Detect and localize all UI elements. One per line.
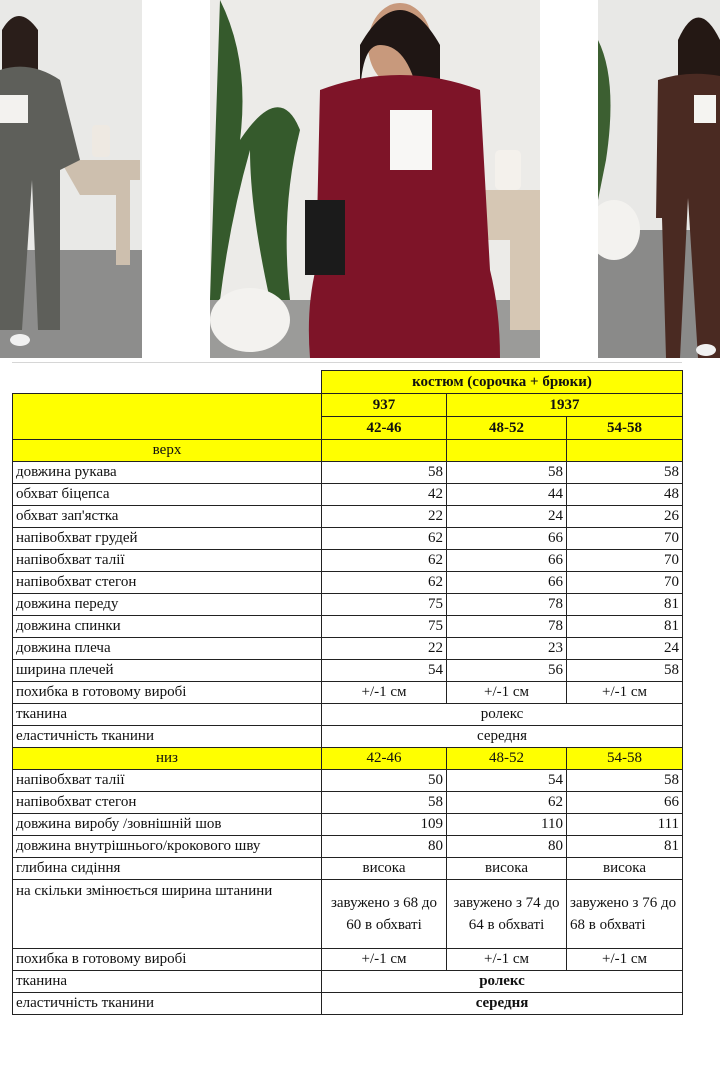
cell-value: 44 <box>447 484 567 506</box>
table-row <box>13 814 683 836</box>
row-label: довжина переду <box>13 594 322 616</box>
table-row <box>13 770 683 792</box>
section-top: верх <box>13 440 322 462</box>
cell-value: +/-1 см <box>322 682 447 704</box>
row-label: обхват біцепса <box>13 484 322 506</box>
row-label: тканина <box>13 704 322 726</box>
cell-value: 24 <box>567 638 683 660</box>
cell-value: 66 <box>567 792 683 814</box>
cell-value: завужено з 74 до 64 в обхваті <box>447 880 567 949</box>
size-table <box>12 370 683 1015</box>
table-row <box>13 506 683 528</box>
header-blank <box>13 394 322 440</box>
cell-value: 58 <box>322 792 447 814</box>
cell-value: 54 <box>322 660 447 682</box>
top-section-row <box>13 440 683 462</box>
row-label: глибина сидіння <box>13 858 322 880</box>
cell-value: 58 <box>567 462 683 484</box>
cell-value: 22 <box>322 506 447 528</box>
bottom-fabric-row <box>13 971 683 993</box>
row-label: довжина рукава <box>13 462 322 484</box>
row-label: напівобхват талії <box>13 770 322 792</box>
cell-value: 42 <box>322 484 447 506</box>
table-row <box>13 594 683 616</box>
cell-value: 75 <box>322 616 447 638</box>
leg-width-row <box>13 880 683 949</box>
size-col-3: 54-58 <box>567 748 683 770</box>
cell-value: 66 <box>447 528 567 550</box>
cell-value: 58 <box>322 462 447 484</box>
model-b: 1937 <box>447 394 683 417</box>
size-col-2: 48-52 <box>447 748 567 770</box>
top-elasticity-row <box>13 726 683 748</box>
bottom-section-row <box>13 748 683 770</box>
row-label: обхват зап'ястка <box>13 506 322 528</box>
cell-value: 58 <box>567 770 683 792</box>
row-label: ширина плечей <box>13 660 322 682</box>
row-label: напівобхват талії <box>13 550 322 572</box>
cell-value: 26 <box>567 506 683 528</box>
table-row <box>13 616 683 638</box>
cell-value: 70 <box>567 572 683 594</box>
table-row <box>13 638 683 660</box>
cell-value: завужено з 76 до 68 в обхваті <box>567 880 683 949</box>
cell-value: 81 <box>567 836 683 858</box>
table-row <box>13 484 683 506</box>
cell-value: 109 <box>322 814 447 836</box>
cell-value: 62 <box>322 572 447 594</box>
elasticity-value: середня <box>322 993 683 1015</box>
model-row <box>13 394 683 417</box>
table-title: костюм (сорочка + брюки) <box>322 371 683 394</box>
cell-value: 111 <box>567 814 683 836</box>
row-label: довжина виробу /зовнішній шов <box>13 814 322 836</box>
elasticity-value: середня <box>322 726 683 748</box>
cell-value: 58 <box>567 660 683 682</box>
cell-value: 23 <box>447 638 567 660</box>
photo-brown-suit <box>598 0 720 358</box>
cell-value: 62 <box>322 528 447 550</box>
cell-value: висока <box>322 858 447 880</box>
size-col-1: 42-46 <box>322 417 447 440</box>
row-label: еластичність тканини <box>13 726 322 748</box>
cell-value: 80 <box>447 836 567 858</box>
row-label: напівобхват стегон <box>13 572 322 594</box>
cell-value: висока <box>567 858 683 880</box>
top-tolerance-row <box>13 682 683 704</box>
cell-value: завужено з 68 до 60 в обхваті <box>322 880 447 949</box>
table-row <box>13 462 683 484</box>
table-row <box>13 836 683 858</box>
cell-value: 66 <box>447 572 567 594</box>
row-label: довжина внутрішнього/крокового шву <box>13 836 322 858</box>
photo-grey-suit <box>0 0 142 358</box>
fabric-value: ролекс <box>322 704 683 726</box>
row-label: довжина плеча <box>13 638 322 660</box>
cell-value: 66 <box>447 550 567 572</box>
cell-value: 58 <box>447 462 567 484</box>
cell-value: +/-1 см <box>447 949 567 971</box>
table-row <box>13 550 683 572</box>
cell-value: 62 <box>447 792 567 814</box>
section-bottom: низ <box>13 748 322 770</box>
row-label: напівобхват стегон <box>13 792 322 814</box>
table-row <box>13 792 683 814</box>
photo-burgundy-suit <box>210 0 540 358</box>
row-label: тканина <box>13 971 322 993</box>
cell-value: 50 <box>322 770 447 792</box>
cell-value: 62 <box>322 550 447 572</box>
title-row <box>13 371 683 394</box>
cell-value: 75 <box>322 594 447 616</box>
row-label: на скільки змінюється ширина штанини <box>13 880 322 949</box>
bottom-elasticity-row <box>13 993 683 1015</box>
row-label: еластичність тканини <box>13 993 322 1015</box>
size-chart <box>12 370 682 1015</box>
cell-value: 70 <box>567 550 683 572</box>
top-fabric-row <box>13 704 683 726</box>
size-col-1: 42-46 <box>322 748 447 770</box>
cell-value: +/-1 см <box>322 949 447 971</box>
seat-depth-row <box>13 858 683 880</box>
model-a: 937 <box>322 394 447 417</box>
table-row <box>13 660 683 682</box>
fabric-value: ролекс <box>322 971 683 993</box>
cell-value: 70 <box>567 528 683 550</box>
cell-value: 22 <box>322 638 447 660</box>
table-row <box>13 528 683 550</box>
row-label: похибка в готовому виробі <box>13 949 322 971</box>
cell-value: 78 <box>447 616 567 638</box>
cell-value: 81 <box>567 616 683 638</box>
row-label: похибка в готовому виробі <box>13 682 322 704</box>
cell-value: +/-1 см <box>567 682 683 704</box>
row-label: довжина спинки <box>13 616 322 638</box>
cell-value: 24 <box>447 506 567 528</box>
cell-value: 80 <box>322 836 447 858</box>
bottom-tolerance-row <box>13 949 683 971</box>
cell-value: +/-1 см <box>567 949 683 971</box>
row-label: напівобхват грудей <box>13 528 322 550</box>
cell-value: 78 <box>447 594 567 616</box>
cell-value: 56 <box>447 660 567 682</box>
cell-value: висока <box>447 858 567 880</box>
size-col-2: 48-52 <box>447 417 567 440</box>
cell-value: 48 <box>567 484 683 506</box>
cell-value: 110 <box>447 814 567 836</box>
cell-value: 81 <box>567 594 683 616</box>
cell-value: 54 <box>447 770 567 792</box>
size-col-3: 54-58 <box>567 417 683 440</box>
cell-value: +/-1 см <box>447 682 567 704</box>
table-row <box>13 572 683 594</box>
